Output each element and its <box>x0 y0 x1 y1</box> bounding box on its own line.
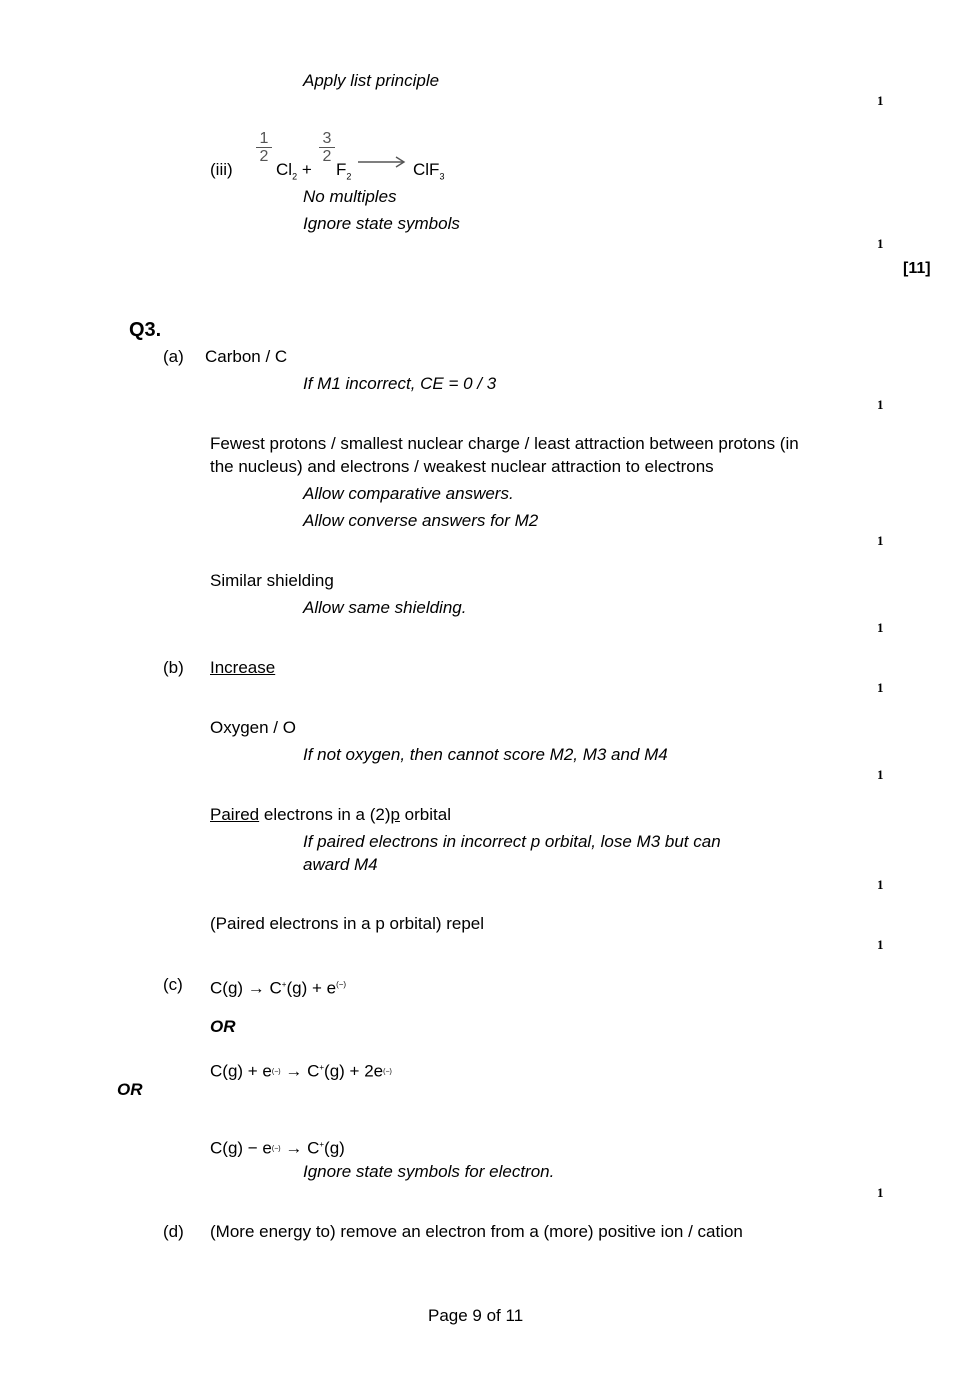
clf-subscript: 3 <box>439 171 445 182</box>
note-not-oxygen: If not oxygen, then cannot score M2, M3 and M4 <box>303 745 668 764</box>
mark: 1 <box>877 937 884 952</box>
equation-cl2 <box>276 160 312 186</box>
equation-2 <box>210 1058 392 1083</box>
answer-increase: Increase <box>210 658 276 677</box>
note-same-shielding: Allow same shielding. <box>303 598 467 617</box>
part-label-b: (b) <box>163 658 184 677</box>
note-comparative: Allow comparative answers. <box>303 484 514 503</box>
eq2-sup: (−) <box>271 1068 281 1076</box>
eq3-sup: + <box>319 1140 325 1149</box>
cl-subscript: 2 <box>292 171 298 182</box>
answer-shielding: Similar shielding <box>210 571 334 590</box>
eq2-part: (g) + 2e <box>324 1061 384 1081</box>
eq3-part: (g) <box>324 1138 345 1158</box>
or-connector: OR <box>117 1080 143 1099</box>
equation-1 <box>210 975 346 999</box>
mark: 1 <box>877 767 884 782</box>
mark: 1 <box>877 620 884 635</box>
answer-protons-line1: Fewest protons / smallest nuclear charge / least attraction between protons (in <box>210 434 799 453</box>
fraction-numerator: 1 <box>256 130 272 148</box>
eq1-part: (g) + e <box>286 978 337 998</box>
note-ce: If M1 incorrect, CE = 0 / 3 <box>303 374 497 393</box>
paired-end: orbital <box>399 805 451 824</box>
eq3-sup: (−) <box>271 1145 281 1153</box>
note-ignore-state-electron: Ignore state symbols for electron. <box>303 1162 555 1181</box>
total-marks: [11] <box>903 260 931 277</box>
eq2-part: → C <box>280 1061 320 1081</box>
fraction-numerator: 3 <box>319 130 335 148</box>
paired-mid: electrons in a (2) <box>259 805 391 824</box>
eq2-sup: (−) <box>383 1068 392 1076</box>
fraction-half <box>256 130 272 165</box>
f-subscript: 2 <box>346 171 352 182</box>
mark: 1 <box>877 877 884 892</box>
question-title: Q3. <box>129 319 162 341</box>
cl-symbol: Cl <box>276 160 293 179</box>
note-converse: Allow converse answers for M2 <box>303 511 539 530</box>
plus-sign: + <box>301 160 312 179</box>
fraction-denominator: 2 <box>322 148 332 165</box>
fraction-denominator: 2 <box>259 148 269 165</box>
page-number: Page 9 of 11 <box>428 1306 524 1325</box>
note-apply-list: Apply list principle <box>303 71 440 90</box>
reaction-arrow-icon <box>357 155 407 169</box>
note-ignore-state: Ignore state symbols <box>303 214 460 233</box>
eq1-part: C(g) → C <box>210 978 282 998</box>
eq1-sup: (−) <box>336 980 347 989</box>
part-label-d: (d) <box>163 1222 184 1241</box>
mark: 1 <box>877 397 884 412</box>
equation-f2 <box>336 160 351 186</box>
equation-clf3 <box>413 160 444 186</box>
f-symbol: F <box>336 160 347 179</box>
answer-repel: (Paired electrons in a p orbital) repel <box>210 914 485 933</box>
eq3-part: C(g) − e <box>210 1138 272 1158</box>
note-incorrect-orbital-line1: If paired electrons in incorrect p orbital, lose M3 but can <box>303 832 721 851</box>
eq1-sup: + <box>281 980 287 989</box>
mark: 1 <box>877 533 884 548</box>
clf-symbol: ClF <box>413 160 440 179</box>
mark: 1 <box>877 680 884 695</box>
fraction-three-halves <box>319 130 335 165</box>
or-connector: OR <box>210 1017 236 1036</box>
equation-3 <box>210 1135 345 1160</box>
note-incorrect-orbital-line2: award M4 <box>303 855 378 874</box>
paired-word: Paired <box>210 805 260 824</box>
answer-more-energy: (More energy to) remove an electron from a (more) positive ion / cation <box>210 1222 743 1241</box>
answer-oxygen: Oxygen / O <box>210 718 296 737</box>
answer-carbon: Carbon / C <box>205 347 288 366</box>
answer-paired-electrons <box>210 805 451 825</box>
mark: 1 <box>877 1185 884 1200</box>
paired-p: p <box>390 805 400 824</box>
note-no-multiples: No multiples <box>303 187 397 206</box>
mark: 1 <box>877 93 884 108</box>
part-label-a: (a) <box>163 347 184 366</box>
part-label-iii: (iii) <box>210 160 233 179</box>
part-label-c: (c) <box>163 975 183 994</box>
eq2-part: C(g) + e <box>210 1061 272 1081</box>
eq2-sup: + <box>319 1063 325 1072</box>
answer-protons-line2: the nucleus) and electrons / weakest nuclear attraction to electrons <box>210 457 714 476</box>
mark: 1 <box>877 236 884 251</box>
eq3-part: → C <box>280 1138 320 1158</box>
